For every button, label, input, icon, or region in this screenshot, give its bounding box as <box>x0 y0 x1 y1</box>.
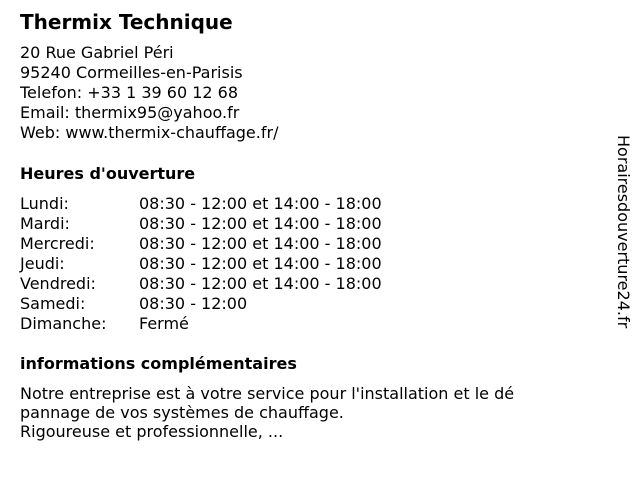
time-value: 08:30 - 12:00 et 14:00 - 18:00 <box>139 254 382 273</box>
day-label: Dimanche: <box>20 314 107 333</box>
time-value: 08:30 - 12:00 <box>139 294 248 313</box>
email-line: Email: thermix95@yahoo.fr <box>20 103 240 122</box>
address-street: 20 Rue Gabriel Péri <box>20 43 174 62</box>
company-name: Thermix Technique <box>20 10 233 34</box>
day-label: Mercredi: <box>20 234 95 253</box>
phone-line: Telefon: +33 1 39 60 12 68 <box>20 83 239 102</box>
time-value: 08:30 - 12:00 et 14:00 - 18:00 <box>139 234 382 253</box>
website-line: Web: www.thermix-chauffage.fr/ <box>20 123 279 142</box>
day-label: Mardi: <box>20 214 70 233</box>
opening-hours-heading: Heures d'ouverture <box>20 164 196 183</box>
time-value: Fermé <box>139 314 189 333</box>
contact-block <box>20 43 278 143</box>
day-label: Lundi: <box>20 194 69 213</box>
time-value: 08:30 - 12:00 et 14:00 - 18:00 <box>139 194 382 213</box>
additional-info-heading: informations complémentaires <box>20 354 297 373</box>
time-value: 08:30 - 12:00 et 14:00 - 18:00 <box>139 214 382 233</box>
day-label: Vendredi: <box>20 274 96 293</box>
watermark-text: Horairesdouverture24.fr <box>614 135 633 329</box>
additional-info-text: Notre entreprise est à votre service pour l'installation et le dé pannage de vos systèmes de chauffage. Rigoureuse et professionnelle, ... <box>20 384 515 441</box>
day-label: Jeudi: <box>20 254 65 273</box>
time-value: 08:30 - 12:00 et 14:00 - 18:00 <box>139 274 382 293</box>
day-label: Samedi: <box>20 294 86 313</box>
address-city: 95240 Cormeilles-en-Parisis <box>20 63 243 82</box>
